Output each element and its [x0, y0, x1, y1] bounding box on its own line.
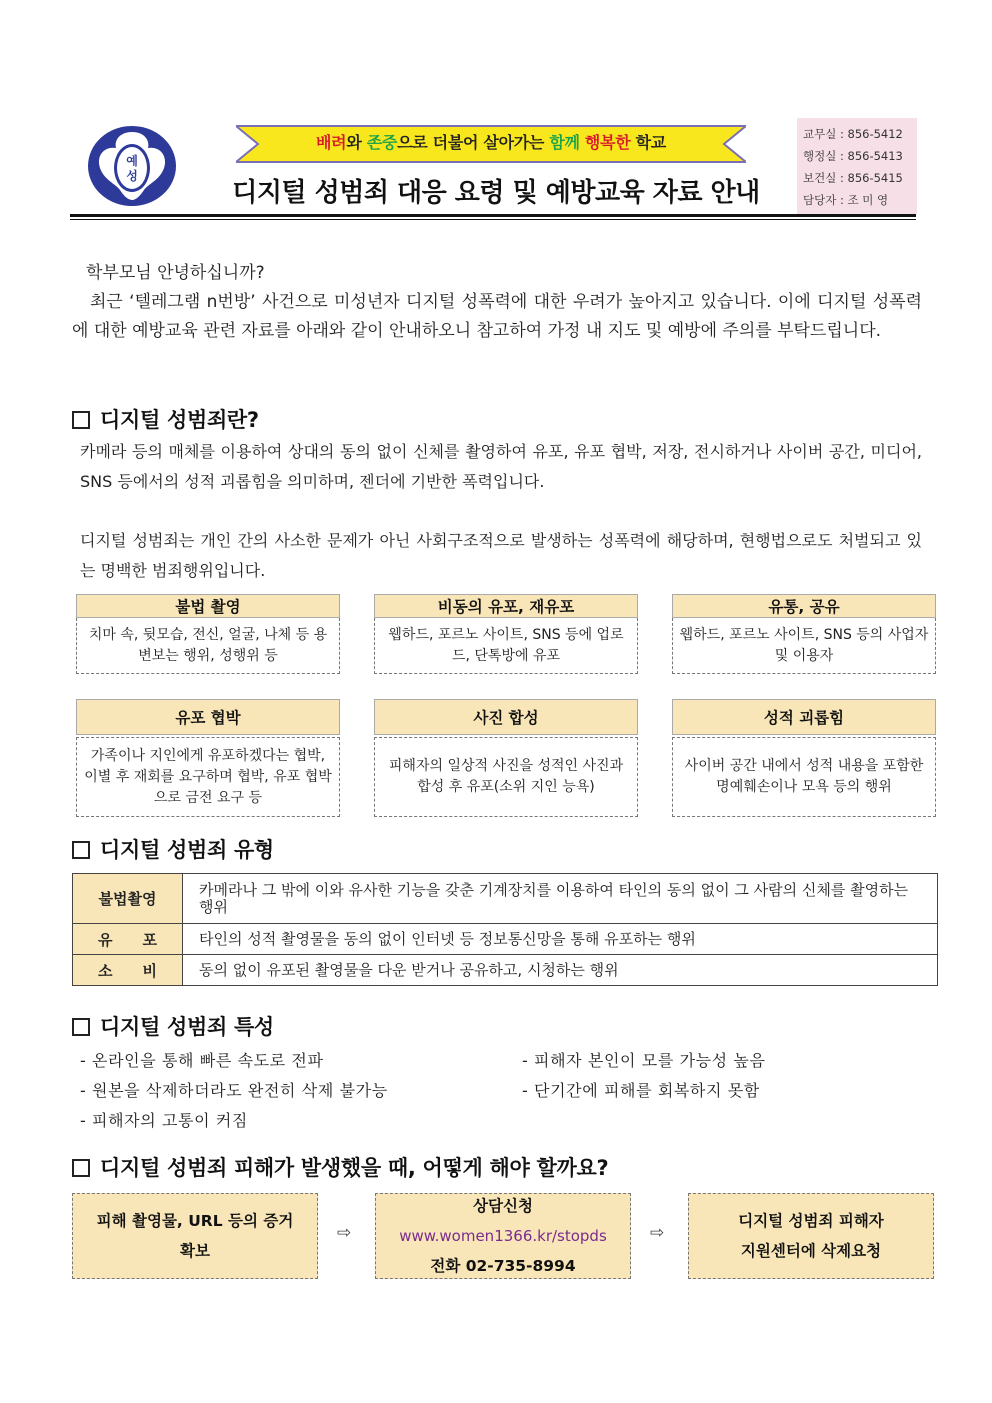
slogan-segment: 와	[346, 133, 367, 152]
section-heading-text: 디지털 성범죄 유형	[100, 838, 274, 862]
step-line: 지원센터에 삭제요청	[740, 1242, 882, 1260]
crime-card	[672, 699, 936, 817]
crime-card-title: 비동의 유포, 재유포	[374, 594, 638, 618]
type-description: 타인의 성적 촬영물을 동의 없이 인터넷 등 정보통신망을 통해 유포하는 행위	[183, 924, 938, 955]
step-counseling	[375, 1193, 631, 1279]
arrow-right-icon: ⇨	[337, 1223, 352, 1243]
crime-card-title: 사진 합성	[374, 699, 638, 735]
page-title: 디지털 성범죄 대응 요령 및 예방교육 자료 안내	[232, 178, 760, 208]
crime-card-body: 피해자의 일상적 사진을 성적인 사진과 합성 후 유포(소위 지인 능욕)	[374, 737, 638, 817]
definition-paragraph-2: 디지털 성범죄는 개인 간의 사소한 문제가 아닌 사회구조적으로 발생하는 성폭력에 해당하며, 현행법으로도 처벌되고 있는 명백한 범죄행위입니다.	[80, 531, 922, 580]
crime-card	[76, 594, 340, 674]
section-heading-types	[72, 834, 274, 864]
definition-paragraph: 카메라 등의 매체를 이용하여 상대의 동의 없이 신체를 촬영하여 유포, 유포 협박, 저장, 전시하거나 사이버 공간, 미디어, SNS 등에서의 성적 괴롭힘을 의미하며, 젠더에 기반한 폭력입니다.	[80, 442, 922, 491]
section-heading-definition	[72, 404, 259, 434]
step-line: 피해 촬영물, URL 등의 증거	[96, 1212, 294, 1230]
school-logo	[86, 124, 178, 208]
list-item: - 온라인을 통해 빠른 속도로 전파	[80, 1051, 324, 1070]
contact-line: 담당자 : 조 미 영	[803, 193, 889, 207]
crime-card-title: 불법 촬영	[76, 594, 340, 618]
table-row	[73, 955, 938, 986]
slogan-segment: 행복한	[584, 133, 631, 152]
crime-card	[374, 699, 638, 817]
type-label: 불법촬영	[73, 874, 183, 924]
contact-line: 보건실 : 856-5415	[803, 171, 903, 185]
crime-card-body: 웹하드, 포르노 사이트, SNS 등의 사업자 및 이용자	[672, 618, 936, 674]
traits-right-list	[522, 1046, 766, 1106]
slogan-segment: 학교	[630, 133, 666, 152]
traits-left-list	[80, 1046, 388, 1136]
counseling-link[interactable]: www.women1366.kr/stopds	[399, 1227, 607, 1245]
contact-line: 행정실 : 856-5413	[803, 149, 903, 163]
card-row-1	[76, 594, 936, 676]
card-row-2	[76, 699, 936, 819]
section-heading-text: 디지털 성범죄란?	[100, 408, 259, 432]
arrow-right-icon: ⇨	[650, 1223, 665, 1243]
contact-line: 교무실 : 856-5412	[803, 127, 903, 141]
list-item: - 원본을 삭제하더라도 완전히 삭제 불가능	[80, 1081, 388, 1100]
crime-card-body: 가족이나 지인에게 유포하겠다는 협박, 이별 후 재회를 요구하며 협박, 유포 협박으로 금전 요구 등	[76, 737, 340, 817]
checkbox-square-icon	[72, 411, 90, 429]
list-item: - 단기간에 피해를 회복하지 못함	[522, 1081, 760, 1100]
checkbox-square-icon	[72, 1159, 90, 1177]
header-divider	[70, 214, 916, 217]
slogan-segment: 존중	[366, 133, 398, 152]
contact-box	[797, 118, 917, 214]
checkbox-square-icon	[72, 1018, 90, 1036]
crime-card	[76, 699, 340, 817]
slogan-segment: 으로 더불어 살아가는	[397, 133, 550, 152]
type-description: 동의 없이 유포된 촬영물을 다운 받거나 공유하고, 시청하는 행위	[183, 955, 938, 986]
crime-card-body: 치마 속, 뒷모습, 전신, 얼굴, 나체 등 용변보는 행위, 성행위 등	[76, 618, 340, 674]
intro-paragraph: 최근 ‘텔레그램 n번방’ 사건으로 미성년자 디지털 성폭력에 대한 우려가 높아지고 있습니다. 이에 디지털 성폭력에 대한 예방교육 관련 자료를 아래와 같이 안내하오니 참고하여 가정 내 지도 및 예방에 주의를 부탁드립니다.	[72, 292, 922, 341]
step-request-deletion	[688, 1193, 934, 1279]
crime-card-body: 웹하드, 포르노 사이트, SNS 등에 업로드, 단톡방에 유포	[374, 618, 638, 674]
crime-card-title: 유통, 공유	[672, 594, 936, 618]
greeting: 학부모님 안녕하십니까?	[86, 263, 265, 283]
slogan-text	[236, 130, 746, 153]
section-heading-traits	[72, 1011, 274, 1041]
type-label: 유 포	[73, 924, 183, 955]
step-secure-evidence	[72, 1193, 318, 1279]
slogan-segment: 함께	[549, 133, 580, 152]
crime-card	[374, 594, 638, 674]
type-label: 소 비	[73, 955, 183, 986]
crime-card-title: 성적 괴롭힘	[672, 699, 936, 735]
step-line: 상담신청	[473, 1197, 533, 1215]
header-divider-thin	[70, 219, 916, 220]
crime-card	[672, 594, 936, 674]
checkbox-square-icon	[72, 841, 90, 859]
section-heading-text: 디지털 성범죄 특성	[100, 1015, 274, 1039]
crime-card-body: 사이버 공간 내에서 성적 내용을 포함한 명예훼손이나 모욕 등의 행위	[672, 737, 936, 817]
slogan-segment: 배려	[316, 133, 347, 152]
section-heading-response	[72, 1152, 608, 1182]
logo-text-top: 예	[126, 154, 138, 168]
step-line: 전화 02-735-8994	[430, 1257, 576, 1275]
section-heading-text: 디지털 성범죄 피해가 발생했을 때, 어떻게 해야 할까요?	[100, 1156, 609, 1180]
types-table	[72, 873, 938, 986]
table-row	[73, 874, 938, 924]
crime-card-title: 유포 협박	[76, 699, 340, 735]
logo-text-bottom: 성	[126, 169, 138, 183]
list-item: - 피해자의 고통이 커짐	[80, 1111, 248, 1130]
type-description: 카메라나 그 밖에 이와 유사한 기능을 갖춘 기계장치를 이용하여 타인의 동의 없이 그 사람의 신체를 촬영하는 행위	[183, 874, 938, 924]
step-line: 디지털 성범죄 피해자	[738, 1212, 884, 1230]
table-row	[73, 924, 938, 955]
list-item: - 피해자 본인이 모를 가능성 높음	[522, 1051, 766, 1070]
step-line: 확보	[180, 1242, 210, 1260]
